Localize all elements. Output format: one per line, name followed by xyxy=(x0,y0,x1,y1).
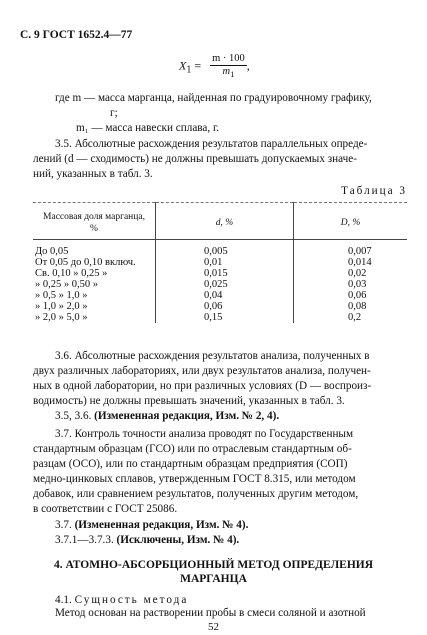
p41-heading: 4.1. Сущность метода xyxy=(55,594,189,606)
table-cell-D: 0,02 xyxy=(348,268,367,279)
table-cell-D: 0,007 xyxy=(348,246,372,257)
p37-amend: 3.7. (Измененная редакция, Изм. № 4). xyxy=(55,519,249,531)
table-cell-range: » 0,5 » 1,0 » xyxy=(35,290,88,301)
table-cell-d: 0,01 xyxy=(204,257,223,268)
table-3 xyxy=(33,202,407,323)
table-cell-range: » 1,0 » 2,0 » xyxy=(35,301,88,312)
p36-line-3: ных в одной лаборатории, но при различных условиях (D — воспроиз- xyxy=(33,380,372,392)
p41-text: Метод основан на растворении пробы в смеси соляной и азотной xyxy=(55,607,366,619)
table-cell-range: До 0,05 xyxy=(35,246,69,257)
col-header-D: D, % xyxy=(294,203,408,240)
p37-line-4: медно-цинковых сплавов, утвержденным ГОСТ 8.315, или методом xyxy=(33,473,356,485)
table-cell-range: » 0,25 » 0,50 » xyxy=(35,279,98,290)
table-cell-D: 0,014 xyxy=(348,257,372,268)
table-cell-d: 0,06 xyxy=(204,301,223,312)
table-cell-d: 0,025 xyxy=(204,279,228,290)
p371-amend: 3.7.1—3.7.3. (Исключены, Изм. № 4). xyxy=(55,534,240,546)
formula: $X_1$ = $\frac{m \cdot 100}{m_1}$ , xyxy=(179,53,250,80)
col-header-d: d, % xyxy=(156,203,294,240)
where-line-2: г; xyxy=(110,107,118,119)
p37-line-6: в соответствии с ГОСТ 25086. xyxy=(33,503,178,515)
where-line-1: где m — масса марганца, найденная по градуировочному графику, xyxy=(55,92,372,104)
col-header-mass: Массовая доля марганца, % xyxy=(33,203,156,240)
formula-numerator: m · 100 xyxy=(212,53,245,64)
page-header: С. 9 ГОСТ 1652.4—77 xyxy=(20,29,133,41)
p35-line-3: ний, указанных в табл. 3. xyxy=(33,168,153,180)
where-line-3: m₁ — масса навески сплава, г. xyxy=(76,122,220,134)
formula-lhs: X xyxy=(179,58,187,73)
table-cell-d: 0,15 xyxy=(204,312,223,323)
table-cell-D: 0,2 xyxy=(348,312,362,323)
p37-line-2: стандартным образцам (ГСО) или по отраслевым стандартным об- xyxy=(33,443,352,455)
table-cell-d: 0,04 xyxy=(204,290,223,301)
p37-line-3: разцам (ОСО), или по стандартным образцам предприятия (СОП) xyxy=(33,458,348,470)
p36-line-2: двух различных лабораториях, или двух результатов анализа, получен- xyxy=(33,365,371,377)
formula-tail: , xyxy=(246,58,250,73)
table-cell-D: 0,03 xyxy=(348,279,367,290)
p35-line-2: лений (d — сходимость) не должны превышать допускаемых значе- xyxy=(33,153,357,165)
table-cell-range: » 2,0 » 5,0 » xyxy=(35,312,88,323)
p36-line-1: 3.6. Абсолютные расхождения результатов анализа, полученных в xyxy=(55,350,370,362)
p36-line-4: водимость) не должны превышать значений, указанных в табл. 3. xyxy=(33,395,345,407)
p37-line-5: добавок, или сравнением результатов, полученных другим методом, xyxy=(33,488,359,500)
table-cell-D: 0,06 xyxy=(348,290,367,301)
table-cell-d: 0,015 xyxy=(204,268,228,279)
table-cell-range: Св. 0,10 » 0,25 » xyxy=(35,268,108,279)
formula-denominator: $m_1$ xyxy=(222,66,235,80)
p35-line-1: 3.5. Абсолютные расхождения результатов параллельных опреде- xyxy=(55,138,368,150)
section-4-title-line-2: МАРГАНЦА xyxy=(180,573,247,585)
col-ranges xyxy=(33,240,156,324)
section-4-title-line-1: 4. АТОМНО-АБСОРБЦИОННЫЙ МЕТОД ОПРЕДЕЛЕНИЯ xyxy=(53,559,374,571)
page-number: 52 xyxy=(208,621,219,633)
col-D-values xyxy=(294,240,408,324)
formula-fraction xyxy=(210,53,247,80)
formula-lhs-sub: 1 xyxy=(186,64,192,76)
table-caption: Таблица 3 xyxy=(341,185,407,197)
col-d-values xyxy=(156,240,294,324)
table-cell-D: 0,08 xyxy=(348,301,367,312)
table-cell-d: 0,005 xyxy=(204,246,228,257)
p35-36-amend: 3.5, 3.6. (Измененная редакция, Изм. № 2, 4). xyxy=(55,410,280,422)
table-cell-range: От 0,05 до 0,10 включ. xyxy=(35,257,136,268)
p37-line-1: 3.7. Контроль точности анализа проводят по Государственным xyxy=(55,428,354,440)
